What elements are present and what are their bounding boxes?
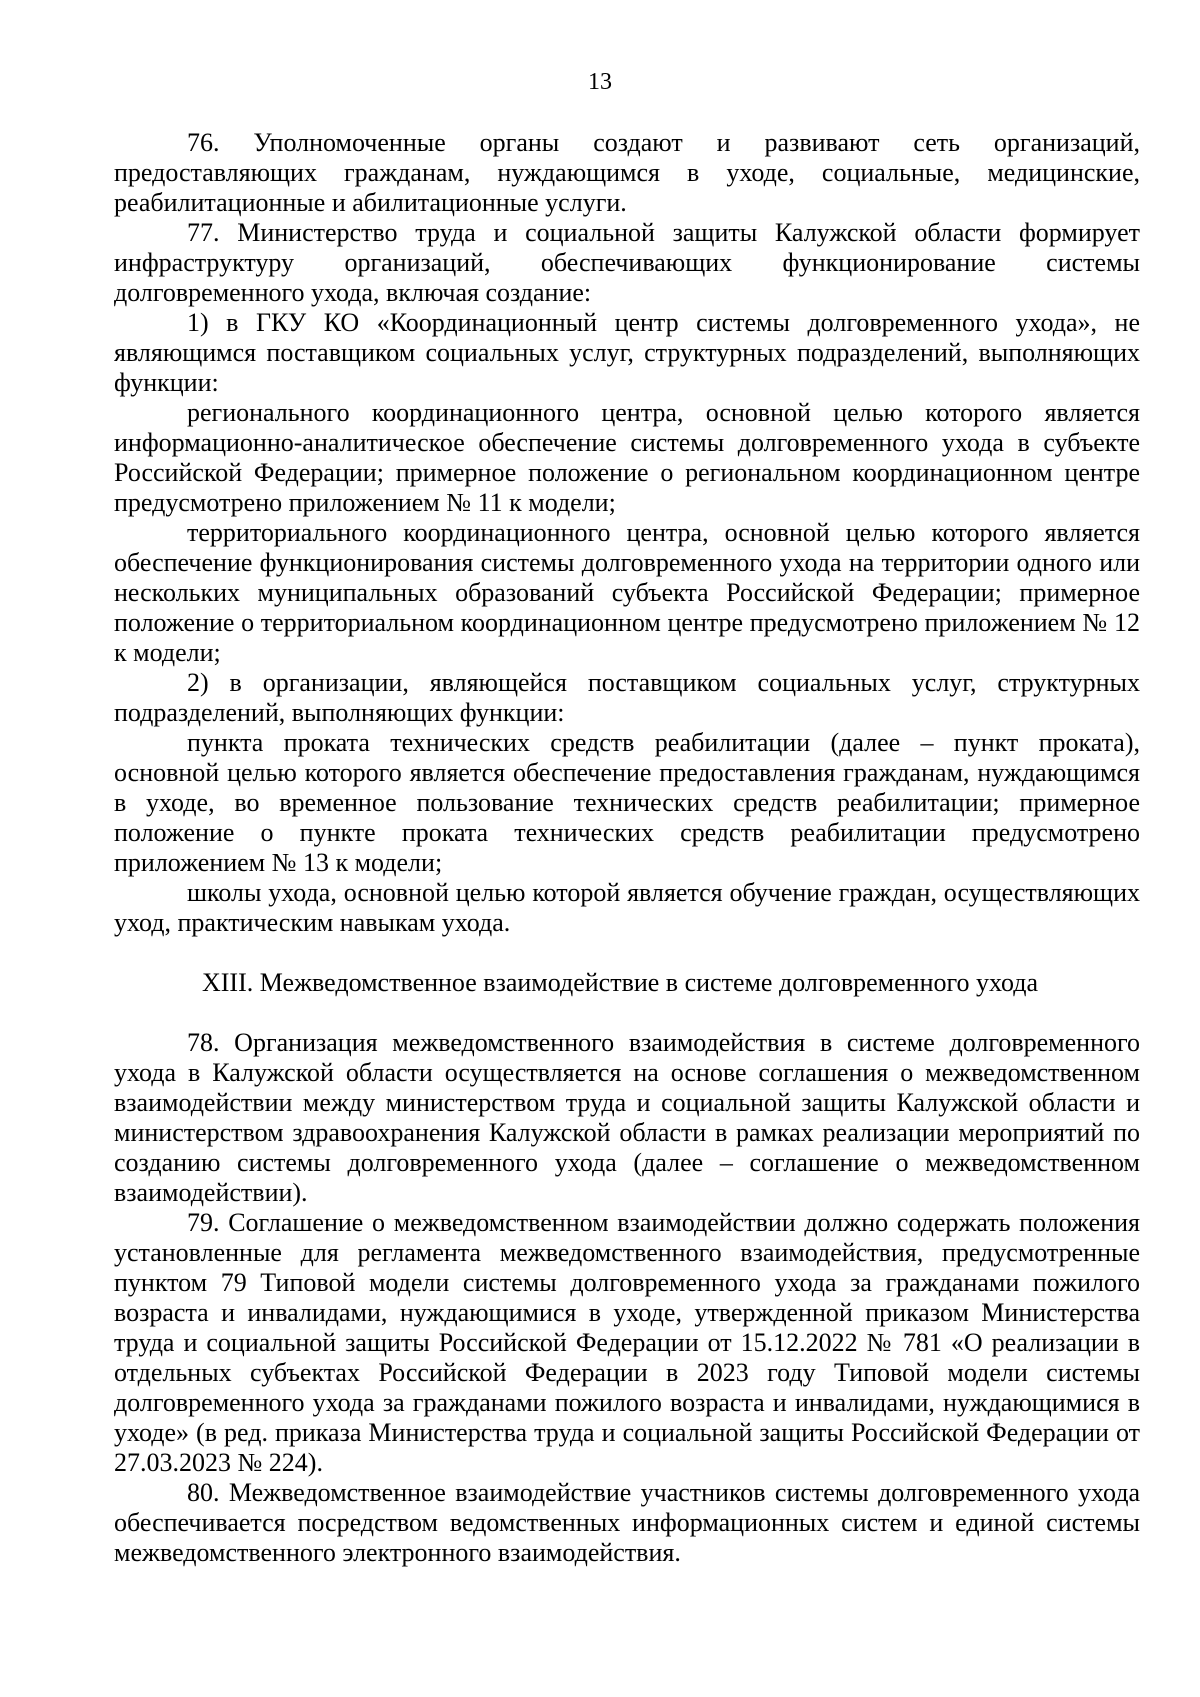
paragraph-77-item-1-regional-center: регионального координационного центра, основной целью которого является информационно-аналитическое обеспечение системы долговременного ухода в субъекте Российской Федерации; примерное положение о региональном координационном центре предусмотрено приложением № 11 к модели; [114,398,1140,517]
paragraph-77-item-2-rental-point: пункта проката технических средств реабилитации (далее – пункт проката), основной целью которого является обеспечение предоставления гражданам, нуждающимся в уходе, во временное пользование технических средств реабилитации; примерное положение о пункте проката технических средств реабилитации предусмотрено приложением № 13 к модели; [114,728,1140,877]
paragraph-76: 76. Уполномоченные органы создают и развивают сеть организаций, предоставляющих гражданам, нуждающимся в уходе, социальные, медицинские, реабилитационные и абилитационные услуги. [114,128,1140,217]
document-body [114,128,1140,1568]
section-heading-xiii: XIII. Межведомственное взаимодействие в системе долговременного ухода [202,968,1039,997]
page-number: 13 [588,69,612,95]
paragraph-79: 79. Соглашение о межведомственном взаимодействии должно содержать положения установленные для регламента межведомственного взаимодействия, предусмотренные пунктом 79 Типовой модели системы долговременного ухода за гражданами пожилого возраста и инвалидами, нуждающимися в уходе, утвержденной приказом Министерства труда и социальной защиты Российской Федерации от 15.12.2022 № 781 «О реализации в отдельных субъектах Российской Федерации в 2023 году Типовой модели системы долговременного ухода за гражданами пожилого возраста и инвалидами, нуждающимися в уходе» (в ред. приказа Министерства труда и социальной защиты Российской Федерации от 27.03.2023 № 224). [114,1208,1140,1477]
paragraph-77: 77. Министерство труда и социальной защиты Калужской области формирует инфраструктуру организаций, обеспечивающих функционирование системы долговременного ухода, включая создание: [114,218,1140,307]
paragraph-77-item-1: 1) в ГКУ КО «Координационный центр системы долговременного ухода», не являющимся поставщиком социальных услуг, структурных подразделений, выполняющих функции: [114,308,1140,397]
paragraph-77-item-2: 2) в организации, являющейся поставщиком социальных услуг, структурных подразделений, выполняющих функции: [114,668,1140,727]
paragraph-78: 78. Организация межведомственного взаимодействия в системе долговременного ухода в Калужской области осуществляется на основе соглашения о межведомственном взаимодействии между министерством труда и социальной защиты Калужской области и министерством здравоохранения Калужской области в рамках реализации мероприятий по созданию системы долговременного ухода (далее – соглашение о межведомственном взаимодействии). [114,1028,1140,1207]
paragraph-77-item-1-territorial-center: территориального координационного центра, основной целью которого является обеспечение функционирования системы долговременного ухода на территории одного или нескольких муниципальных образований субъекта Российской Федерации; примерное положение о территориальном координационном центре предусмотрено приложением № 12 к модели; [114,518,1140,667]
paragraph-80: 80. Межведомственное взаимодействие участников системы долговременного ухода обеспечивается посредством ведомственных информационных систем и единой системы межведомственного электронного взаимодействия. [114,1478,1140,1567]
paragraph-77-item-2-care-school: школы ухода, основной целью которой является обучение граждан, осуществляющих уход, практическим навыкам ухода. [114,878,1140,937]
